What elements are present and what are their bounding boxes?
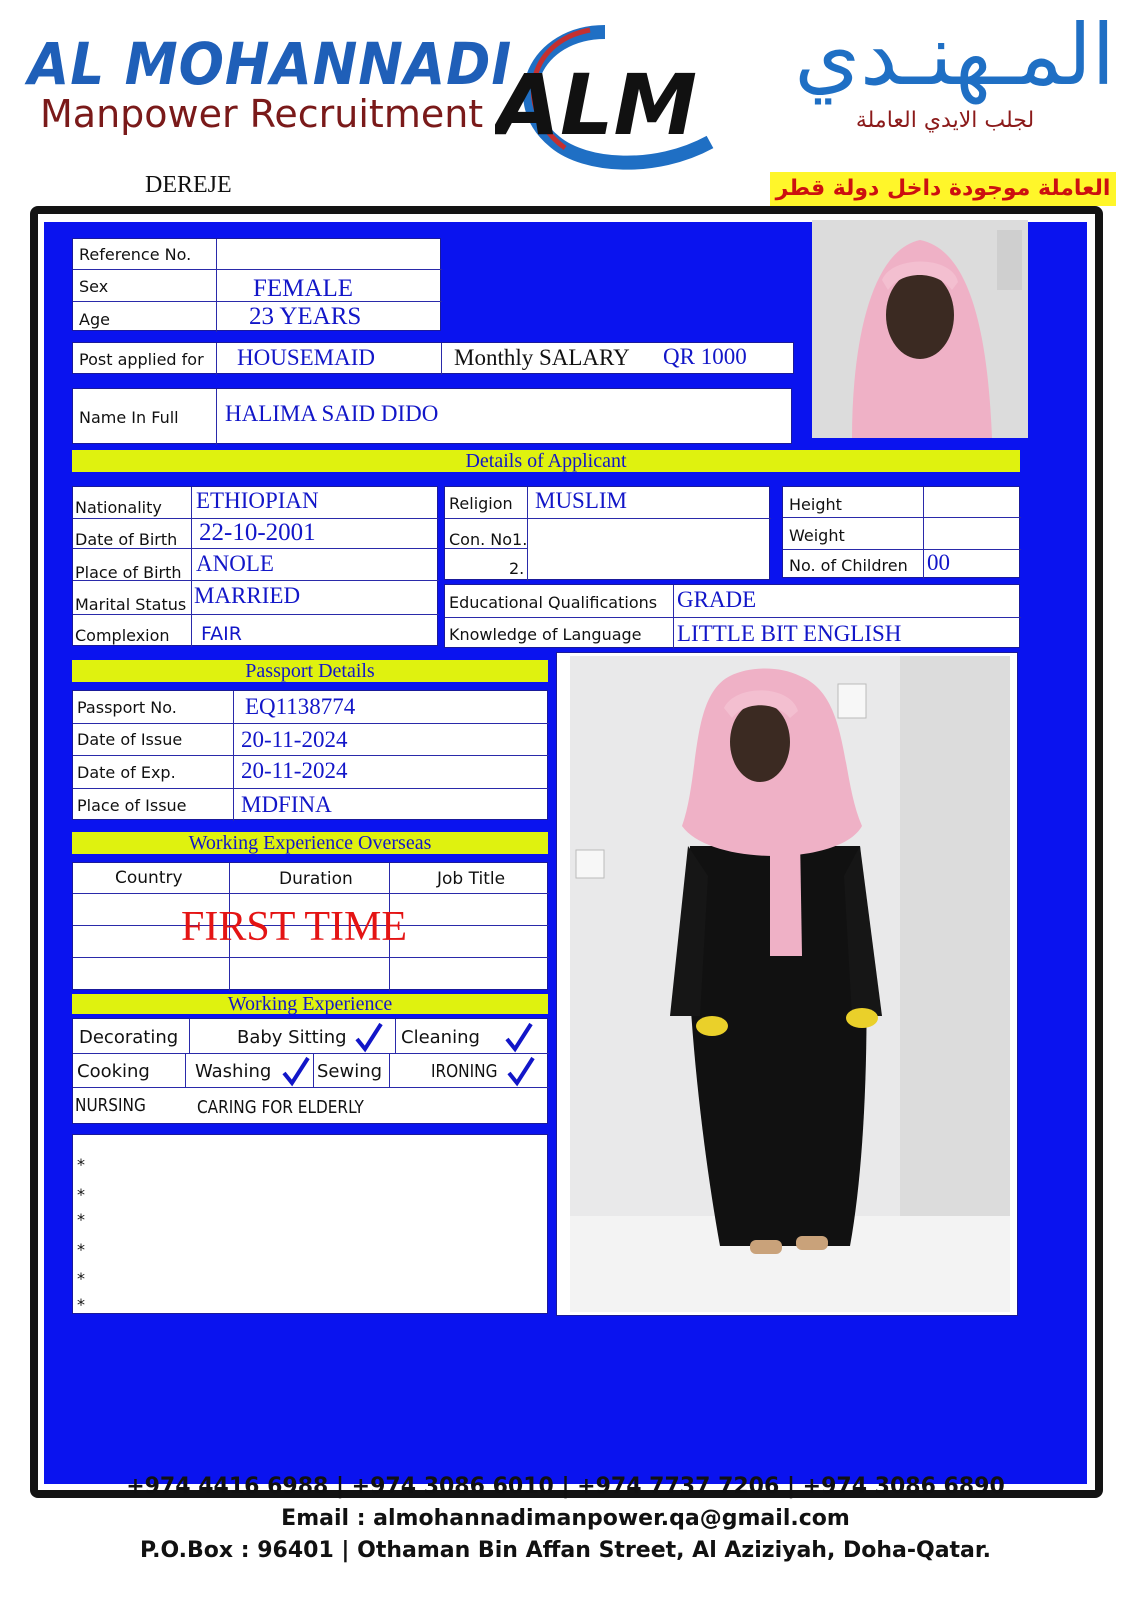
marital-label: Marital Status	[75, 595, 187, 614]
name-label: Name In Full	[79, 408, 179, 427]
skill-decorating-label: Decorating	[79, 1027, 179, 1048]
alm-logo-text: ALM	[495, 56, 698, 154]
note-bullet: *	[77, 1185, 85, 1204]
name-value: HALIMA SAID DIDO	[225, 401, 439, 426]
skill-washing-label: Washing	[195, 1061, 272, 1082]
skill-sewing-label: Sewing	[317, 1061, 383, 1082]
children-label: No. of Children	[789, 556, 908, 575]
skill-cleaning-label: Cleaning	[401, 1027, 480, 1048]
skill-nursing-label: NURSING	[75, 1095, 146, 1116]
salary-label: Monthly SALARY	[454, 345, 630, 370]
logo-arabic-title: المـهنـدي	[794, 6, 1115, 104]
portrait-illustration	[812, 220, 1028, 438]
washing-check-icon	[280, 1055, 312, 1087]
note-bullet: *	[77, 1240, 85, 1259]
footer-email[interactable]: Email : almohannadimanpower.qa@gmail.com	[281, 1506, 850, 1531]
issue-place-label: Place of Issue	[77, 796, 187, 815]
skill-ironing-label: IRONING	[431, 1061, 498, 1082]
arabic-status-banner: العاملة موجودة داخل دولة قطر	[770, 172, 1116, 206]
skill-caring-label: CARING FOR ELDERLY	[197, 1097, 364, 1118]
overseas-header-country: Country	[115, 868, 183, 888]
religion-contact-table	[444, 486, 770, 580]
passport-no-value: EQ1138774	[245, 694, 356, 719]
basic-info-box	[72, 238, 441, 331]
dob-value: 22-10-2001	[199, 519, 316, 546]
language-value: LITTLE BIT ENGLISH	[677, 621, 902, 646]
passport-table	[72, 690, 548, 820]
education-language-table	[444, 584, 1020, 648]
name-box	[72, 388, 792, 444]
salary-value: QR 1000	[663, 344, 747, 369]
note-bullet: *	[77, 1210, 85, 1229]
skill-baby-sitting-label: Baby Sitting	[237, 1027, 347, 1048]
height-weight-table	[782, 486, 1020, 578]
height-label: Height	[789, 495, 842, 514]
issue-place-value: MDFINA	[241, 792, 332, 817]
education-value: GRADE	[677, 587, 757, 612]
note-bullet: *	[77, 1269, 85, 1288]
overseas-first-time-note: FIRST TIME	[181, 904, 407, 950]
age-label: Age	[79, 310, 110, 329]
exp-date-value: 20-11-2024	[241, 758, 348, 783]
dob-label: Date of Birth	[75, 530, 178, 549]
skill-cooking-label: Cooking	[77, 1061, 150, 1082]
note-bullet: *	[77, 1295, 85, 1314]
post-value: HOUSEMAID	[237, 345, 375, 370]
pob-value: ANOLE	[196, 551, 274, 576]
education-label: Educational Qualifications	[449, 593, 658, 612]
sex-value: FEMALE	[253, 275, 353, 302]
age-value: 23 YEARS	[249, 303, 362, 330]
nationality-label: Nationality	[75, 498, 162, 517]
cleaning-check-icon	[503, 1021, 535, 1053]
working-experience-heading: Working Experience	[72, 994, 548, 1014]
note-bullet: *	[77, 1155, 85, 1174]
post-salary-box	[72, 342, 794, 374]
post-label: Post applied for	[79, 350, 204, 369]
details-of-applicant-heading: Details of Applicant	[72, 450, 1020, 472]
language-label: Knowledge of Language	[449, 625, 642, 644]
applicant-portrait-photo	[812, 220, 1028, 438]
notes-box	[72, 1134, 548, 1314]
logo-arabic-subtitle: لجلب الايدي العاملة	[855, 108, 1035, 133]
reference-no-label: Reference No.	[79, 245, 192, 264]
ironing-check-icon	[505, 1055, 537, 1087]
applicant-full-photo	[570, 656, 1010, 1312]
contact2-label: 2.	[509, 559, 525, 578]
baby-sitting-check-icon	[353, 1021, 385, 1053]
sex-label: Sex	[79, 277, 109, 296]
contact1-label: Con. No1.	[449, 530, 528, 549]
logo-english-title: AL MOHANNADI	[28, 30, 513, 98]
passport-no-label: Passport No.	[77, 698, 177, 717]
weight-label: Weight	[789, 526, 845, 545]
overseas-experience-table	[72, 862, 548, 990]
issue-date-value: 20-11-2024	[241, 727, 348, 752]
exp-date-label: Date of Exp.	[77, 763, 176, 782]
overseas-header-duration: Duration	[279, 869, 353, 889]
religion-label: Religion	[449, 494, 513, 513]
personal-details-table	[72, 486, 438, 646]
pob-label: Place of Birth	[75, 563, 182, 582]
footer-address: P.O.Box : 96401 | Othaman Bin Affan Street, Al Aziziyah, Doha-Qatar.	[140, 1538, 991, 1563]
full-photo-illustration	[570, 656, 1010, 1312]
issue-date-label: Date of Issue	[77, 730, 183, 749]
complexion-value: FAIR	[201, 623, 242, 645]
agent-name: DEREJE	[145, 172, 232, 198]
skills-table	[72, 1018, 548, 1124]
marital-value: MARRIED	[194, 583, 301, 608]
religion-value: MUSLIM	[535, 488, 628, 513]
complexion-label: Complexion	[75, 626, 170, 645]
footer-phones: +974 4416 6988 | +974 3086 6010 | +974 7737 7206 | +974 3086 6890	[126, 1474, 1005, 1499]
children-value: 00	[927, 550, 950, 575]
logo-english-subtitle: Manpower Recruitment	[40, 92, 484, 136]
nationality-value: ETHIOPIAN	[196, 488, 319, 513]
passport-details-heading: Passport Details	[72, 660, 548, 682]
alm-logo-mark	[495, 22, 735, 182]
overseas-header-job-title: Job Title	[437, 869, 506, 889]
overseas-experience-heading: Working Experience Overseas	[72, 832, 548, 854]
